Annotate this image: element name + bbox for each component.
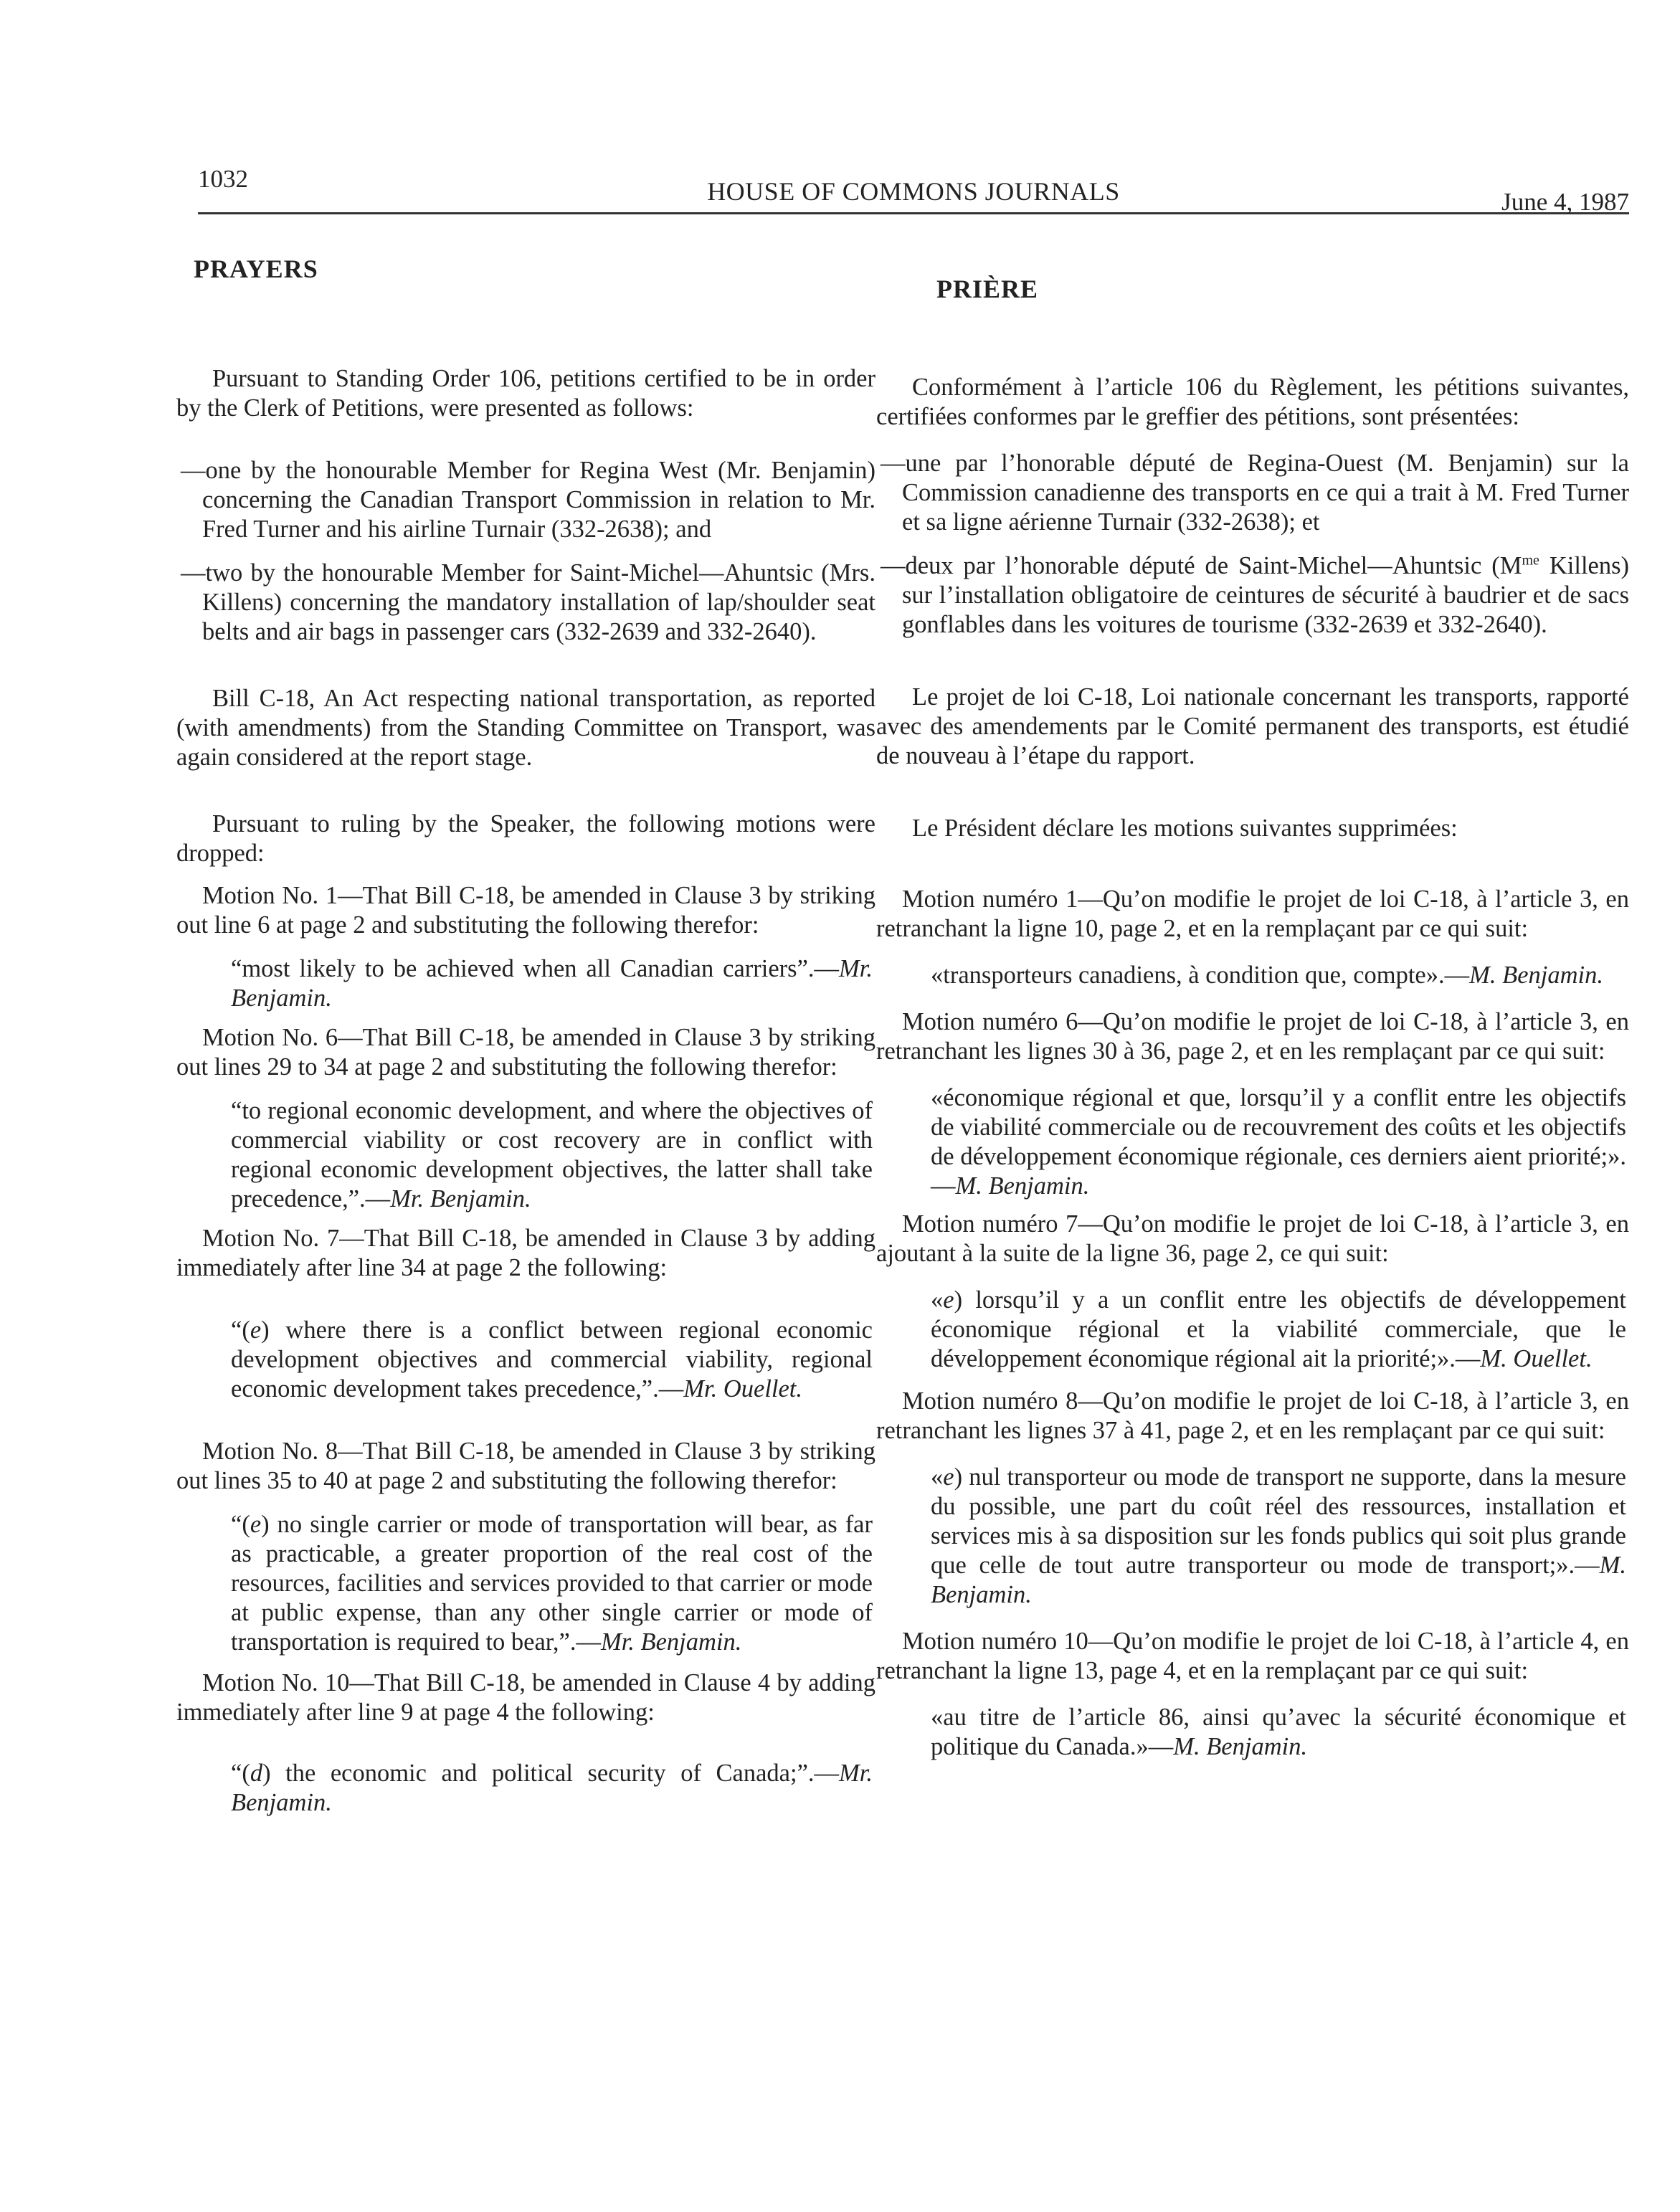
motion-quote: “(e) where there is a conflict between regional economic development objectives and commercial viability, regional economic development takes precedence,”.—Mr. Ouellet. <box>231 1316 873 1402</box>
motion-quote: “to regional economic development, and where the objectives of commercial viability or cost recovery are in conflict with regional economic development objectives, the latter shall take precedence,”.—Mr. Benjamin. <box>231 1097 873 1212</box>
ruling-paragraph: Le Président déclare les motions suivantes supprimées: <box>912 815 1458 842</box>
motion-author: Mr. Ouellet. <box>683 1375 803 1402</box>
motion-author: M. Benjamin. <box>1173 1733 1308 1760</box>
motion-paragraph: Motion No. 10—That Bill C-18, be amended in Clause 4 by adding immediately after line 9 at page 4 the following: <box>176 1669 875 1726</box>
english-column <box>176 255 875 1818</box>
motion-paragraph: Motion numéro 7—Qu’on modifie le projet de loi C-18, à l’article 3, en ajoutant à la suite de la ligne 36, page 2, ce qui suit: <box>876 1210 1629 1267</box>
motion-author: M. Benjamin. <box>931 1552 1626 1608</box>
motion-paragraph: Motion numéro 1—Qu’on modifie le projet de loi C-18, à l’article 3, en retranchant la ligne 10, page 2, et en la remplaçant par ce qui suit: <box>876 886 1629 942</box>
page-header <box>198 162 1629 214</box>
motion-quote: «économique régional et que, lorsqu’il y a conflit entre les objectifs de viabilité commerciale ou de recouvrement des coûts et les objectifs de développement économique régionale, ces derniers aient priorité;».—M. Benjamin. <box>931 1084 1626 1200</box>
motion-quote: «au titre de l’article 86, ainsi qu’avec la sécurité économique et politique du Canada.»—M. Benjamin. <box>931 1704 1626 1760</box>
motion-author: Mr. Benjamin. <box>231 955 873 1012</box>
motion-author: Mr. Benjamin. <box>600 1628 742 1656</box>
french-column <box>876 255 1629 1762</box>
motion-paragraph: Motion No. 8—That Bill C-18, be amended in Clause 3 by striking out lines 35 to 40 at page 2 and substituting the following therefor: <box>176 1438 875 1494</box>
motion-quote: «e) lorsqu’il y a un conflit entre les objectifs de développement économique régional et la viabilité commerciale, que le développement économique régional ait la priorité;».—M. Ouellet. <box>931 1286 1626 1372</box>
journal-title: HOUSE OF COMMONS JOURNALS <box>707 177 1120 206</box>
motion-author: M. Benjamin. <box>955 1172 1090 1200</box>
section-heading-priere: PRIÈRE <box>936 275 1039 303</box>
motion-author: Mr. Benjamin. <box>390 1185 531 1212</box>
motion-quote: “(d) the economic and political security of Canada;”.—Mr. Benjamin. <box>231 1760 873 1816</box>
motion-author: M. Benjamin. <box>1469 962 1603 989</box>
petition-item: —one by the honourable Member for Regina West (Mr. Benjamin) concerning the Canadian Transport Commission in relation to Mr. Fred Turner and his airline Turnair (332-2638); and <box>181 457 875 543</box>
petitions-intro: Conformément à l’article 106 du Règlement, les pétitions suivantes, certifiées conformes par le greffier des pétitions, sont présentées: <box>876 374 1629 430</box>
motion-quote: «transporteurs canadiens, à condition que, compte».—M. Benjamin. <box>931 962 1603 989</box>
motion-quote: “most likely to be achieved when all Canadian carriers”.—Mr. Benjamin. <box>231 955 873 1012</box>
motion-quote: “(e) no single carrier or mode of transportation will bear, as far as practicable, a greater proportion of the real cost of the resources, facilities and services provided to that carrier or mode at public expense, than any other single carrier or mode of transportation is required to bear,”.—Mr. Benjamin. <box>231 1511 873 1656</box>
motion-paragraph: Motion numéro 8—Qu’on modifie le projet de loi C-18, à l’article 3, en retranchant les lignes 37 à 41, page 2, et en les remplaçant par ce qui suit: <box>876 1387 1629 1444</box>
motion-author: Mr. Benjamin. <box>231 1760 873 1816</box>
motion-quote: «e) nul transporteur ou mode de transport ne supporte, dans la mesure du possible, une part du coût réel des ressources, installation et services mis à sa disposition sur les fonds publics qui soit plus grande que celle de tout autre transporteur ou mode de transport;».—M. Benjamin. <box>931 1463 1626 1608</box>
motion-paragraph: Motion numéro 6—Qu’on modifie le projet de loi C-18, à l’article 3, en retranchant les lignes 30 à 36, page 2, et en les remplaçant par ce qui suit: <box>876 1008 1629 1065</box>
ruling-paragraph: Pursuant to ruling by the Speaker, the following motions were dropped: <box>176 810 875 867</box>
motion-paragraph: Motion No. 7—That Bill C-18, be amended in Clause 3 by adding immediately after line 34 at page 2 the following: <box>176 1225 875 1281</box>
page-number: 1032 <box>198 165 248 193</box>
petition-item: —une par l’honorable député de Regina-Ouest (M. Benjamin) sur la Commission canadienne des transports en ce qui a trait à M. Fred Turner et sa ligne aérienne Turnair (332-2638); et <box>881 450 1629 536</box>
petition-item: —two by the honourable Member for Saint-Michel—Ahuntsic (Mrs. Killens) concerning the mandatory installation of lap/shoulder seat belts and air bags in passenger cars (332-2639 and 332-2640). <box>181 559 875 645</box>
motion-paragraph: Motion No. 1—That Bill C-18, be amended in Clause 3 by striking out line 6 at page 2 and substituting the following therefor: <box>176 882 875 939</box>
section-heading-prayers: PRAYERS <box>194 255 318 283</box>
bill-paragraph: Le projet de loi C-18, Loi nationale concernant les transports, rapporté avec des amendements par le Comité permanent des transports, est étudié de nouveau à l’étape du rapport. <box>876 683 1629 769</box>
motion-paragraph: Motion numéro 10—Qu’on modifie le projet de loi C-18, à l’article 4, en retranchant la ligne 13, page 4, et en la remplaçant par ce qui suit: <box>876 1628 1629 1684</box>
motion-author: M. Ouellet. <box>1480 1345 1593 1372</box>
header-date: June 4, 1987 <box>1501 188 1629 216</box>
petitions-intro: Pursuant to Standing Order 106, petitions certified to be in order by the Clerk of Petitions, were presented as follows: <box>176 365 875 422</box>
petition-item: —deux par l’honorable député de Saint-Michel—Ahuntsic ($M^{me}$ Killens) sur l’installation obligatoire de ceintures de sécurité à baudrier et de sacs gonflables dans les voitures de tourisme (332-2639 et 332-2640). <box>881 552 1630 638</box>
bill-paragraph: Bill C-18, An Act respecting national transportation, as reported (with amendments) from the Standing Committee on Transport, was again considered at the report stage. <box>176 685 875 771</box>
motion-paragraph: Motion No. 6—That Bill C-18, be amended in Clause 3 by striking out lines 29 to 34 at page 2 and substituting the following therefor: <box>176 1024 875 1081</box>
